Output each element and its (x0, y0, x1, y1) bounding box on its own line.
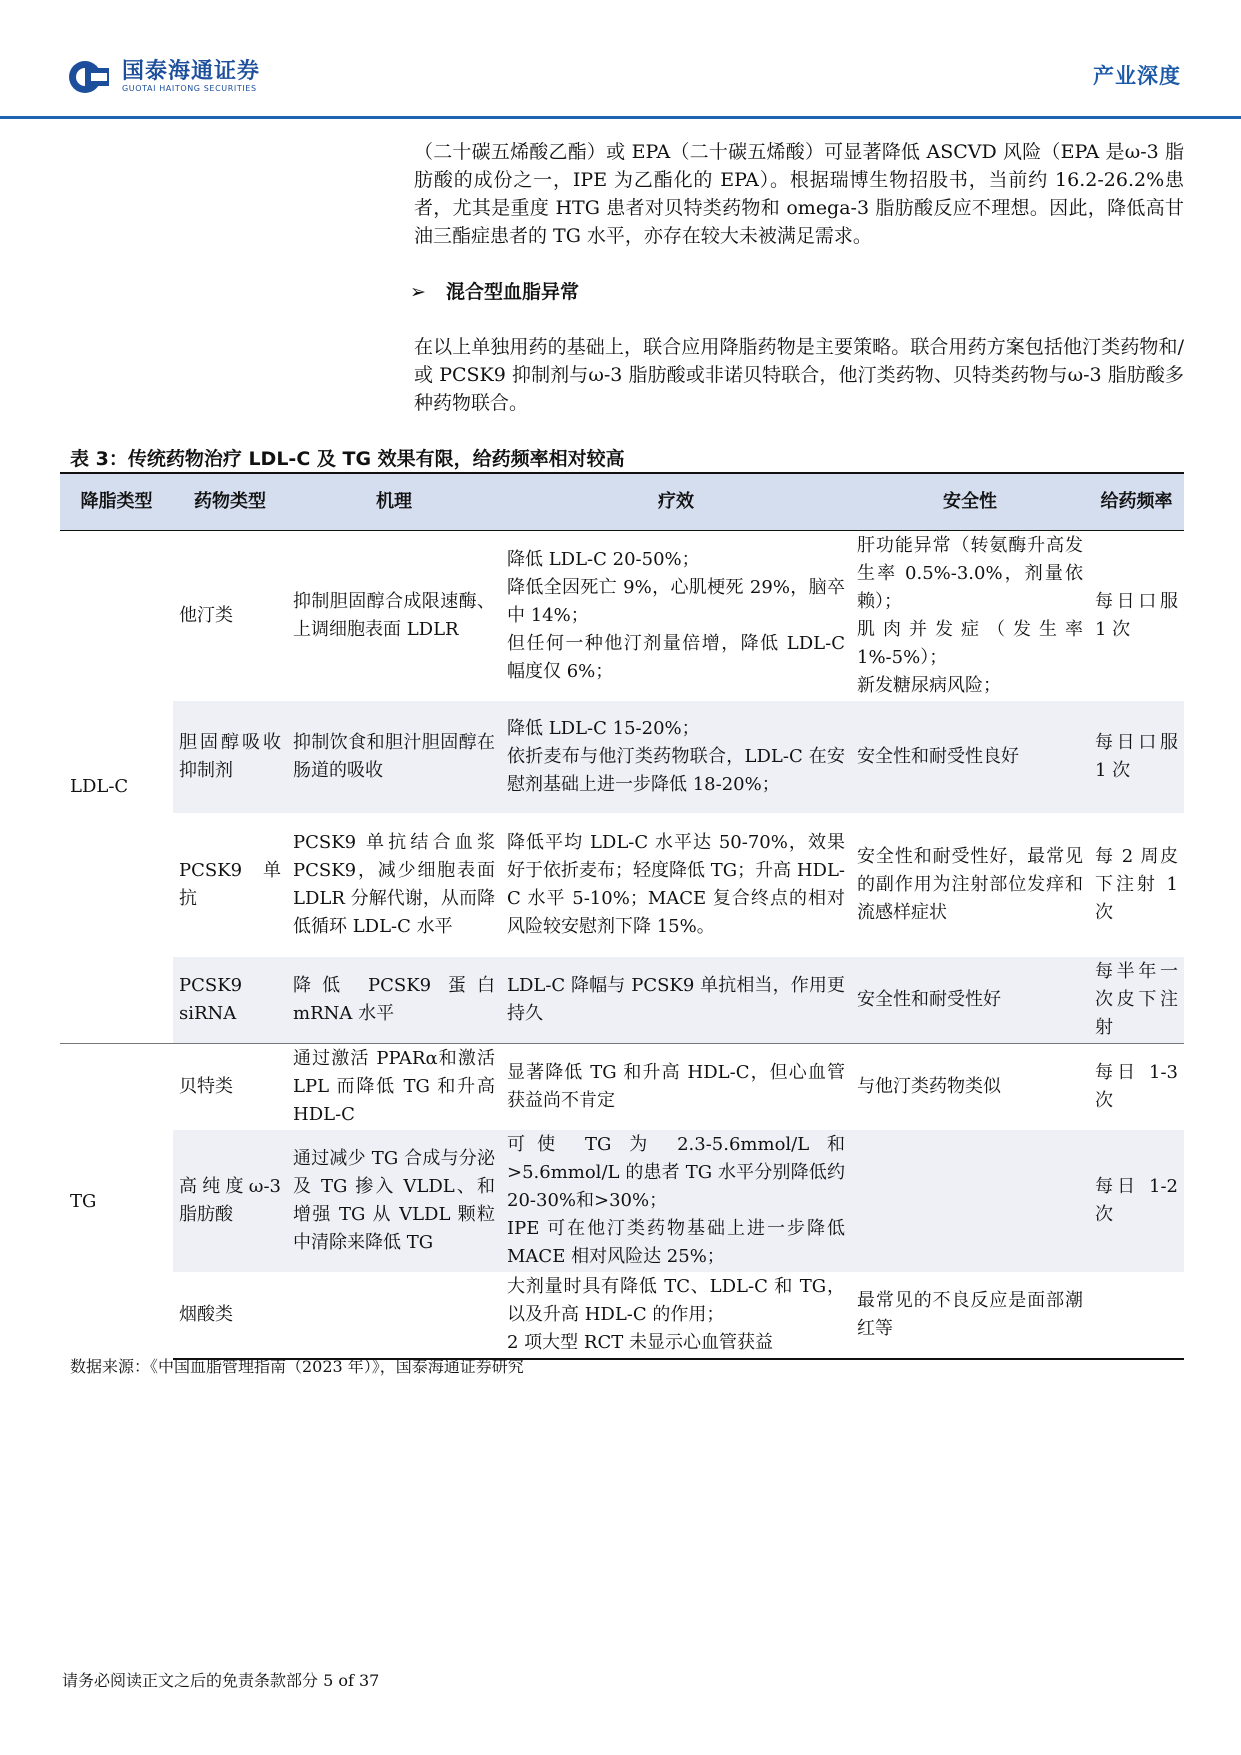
table-row (60, 531, 1184, 702)
efficacy-cell: 降低 LDL-C 15-20%； 依折麦布与他汀类药物联合，LDL-C 在安慰剂基础上进一步降低 18-20%； (501, 701, 851, 813)
drug-cell: 贝特类 (173, 1044, 287, 1131)
section-subheading (410, 277, 579, 304)
frequency-cell (1089, 1272, 1184, 1359)
table-row (60, 813, 1184, 957)
drug-cell: PCSK9 siRNA (173, 957, 287, 1044)
lipid-type-cell: LDL-C (60, 531, 173, 1044)
table-title: 表 3：传统药物治疗 LDL-C 及 TG 效果有限，给药频率相对较高 (70, 448, 625, 470)
header-efficacy: 疗效 (501, 473, 851, 531)
drug-cell: 烟酸类 (173, 1272, 287, 1359)
safety-cell (851, 1130, 1089, 1272)
table-row (60, 1044, 1184, 1131)
mechanism-cell: 抑制胆固醇合成限速酶、上调细胞表面 LDLR (287, 531, 501, 702)
header-lipid-type: 降脂类型 (60, 473, 173, 531)
efficacy-cell: 显著降低 TG 和升高 HDL-C，但心血管获益尚不肯定 (501, 1044, 851, 1131)
body-paragraph-1: （二十碳五烯酸乙酯）或 EPA（二十碳五烯酸）可显著降低 ASCVD 风险（EPA 是ω-3 脂肪酸的成份之一，IPE 为乙酯化的 EPA）。根据瑞博生物招股书，当前约 16.2-26.2%患者，尤其是重度 HTG 患者对贝特类药物和 omega-3 脂肪酸反应不理想。因此，降低高甘油三酯症患者的 TG 水平，亦存在较大未被满足需求。 (414, 141, 1184, 247)
mechanism-cell: PCSK9 单抗结合血浆 PCSK9，减少细胞表面 LDLR 分解代谢，从而降低循环 LDL-C 水平 (293, 832, 495, 937)
drug-cell: 高纯度ω-3 脂肪酸 (173, 1130, 287, 1272)
body-paragraph-2: 在以上单独用药的基础上，联合应用降脂药物是主要策略。联合用药方案包括他汀类药物和/或 PCSK9 抑制剂与ω-3 脂肪酸或非诺贝特联合，他汀类药物、贝特类药物与ω-3 脂肪酸多种药物联合。 (414, 336, 1184, 414)
safety-cell: 最常见的不良反应是面部潮红等 (851, 1272, 1089, 1359)
page-header (0, 0, 1241, 120)
report-type-tag: 产业深度 (1093, 64, 1181, 88)
table-row (60, 1130, 1184, 1272)
mechanism-cell: 通过激活 PPARα和激活 LPL 而降低 TG 和升高 HDL-C (287, 1044, 501, 1131)
lipid-type-cell: TG (60, 1044, 173, 1360)
logo-mark-icon (68, 60, 114, 94)
arrow-bullet-icon: ➢ (410, 281, 426, 303)
subheading-text: 混合型血脂异常 (446, 281, 580, 303)
safety-cell: 安全性和耐受性好，最常见的副作用为注射部位发痒和流感样症状 (857, 846, 1083, 923)
mechanism-cell: 抑制饮食和胆汁胆固醇在肠道的吸收 (287, 701, 501, 813)
header-frequency: 给药频率 (1089, 473, 1184, 531)
table-header-row (60, 473, 1184, 531)
mechanism-cell: 降低 PCSK9 蛋白 mRNA 水平 (287, 957, 501, 1044)
header-safety: 安全性 (851, 473, 1089, 531)
table-row (60, 1272, 1184, 1359)
efficacy-cell: 大剂量时具有降低 TC、LDL-C 和 TG，以及升高 HDL-C 的作用； 2 项大型 RCT 未显示心血管获益 (501, 1272, 851, 1359)
frequency-cell: 每半年一次皮下注射 (1089, 957, 1184, 1044)
frequency-cell: 每日 1-3 次 (1089, 1044, 1184, 1131)
efficacy-cell: 降低 LDL-C 20-50%； 降低全因死亡 9%，心肌梗死 29%，脑卒中 14%； 但任何一种他汀剂量倍增，降低 LDL-C 幅度仅 6%； (501, 531, 851, 702)
company-logo (68, 60, 260, 94)
logo-en: GUOTAI HAITONG SECURITIES (122, 84, 257, 93)
table-row (60, 957, 1184, 1044)
drug-cell: 胆固醇吸收抑制剂 (173, 701, 287, 813)
header-mechanism: 机理 (287, 473, 501, 531)
mechanism-cell: 通过减少 TG 合成与分泌及 TG 掺入 VLDL、和增强 TG 从 VLDL 颗粒中清除来降低 TG (287, 1130, 501, 1272)
frequency-cell: 每日 1-2 次 (1089, 1130, 1184, 1272)
frequency-cell: 每 2 周皮下注射 1 次 (1095, 846, 1178, 923)
page-footer: 请务必阅读正文之后的免责条款部分 5 of 37 (62, 1671, 380, 1690)
header-drug-type: 药物类型 (173, 473, 287, 531)
drug-cell: PCSK9 单抗 (179, 860, 281, 909)
table-row (60, 701, 1184, 813)
logo-cn: 国泰海通证券 (122, 59, 261, 84)
efficacy-cell: 可使 TG 为 2.3-5.6mmol/L 和>5.6mmol/L 的患者 TG 水平分别降低约 20-30%和>30%； IPE 可在他汀类药物基础上进一步降低 MACE 相对风险达 25%； (501, 1130, 851, 1272)
table-source-note: 数据来源：《中国血脂管理指南（2023 年）》，国泰海通证券研究 (70, 1357, 524, 1376)
safety-cell: 与他汀类药物类似 (851, 1044, 1089, 1131)
mechanism-cell (287, 1272, 501, 1359)
efficacy-cell: LDL-C 降幅与 PCSK9 单抗相当，作用更持久 (501, 957, 851, 1044)
safety-cell: 肝功能异常（转氨酶升高发生率 0.5%-3.0%，剂量依赖）； 肌肉并发症（发生率 1%-5%）； 新发糖尿病风险； (851, 531, 1089, 702)
safety-cell: 安全性和耐受性良好 (851, 701, 1089, 813)
drug-cell: 他汀类 (173, 531, 287, 702)
header-divider (0, 116, 1241, 119)
safety-cell: 安全性和耐受性好 (851, 957, 1089, 1044)
efficacy-cell: 降低平均 LDL-C 水平达 50-70%，效果好于依折麦布；轻度降低 TG；升高 HDL-C 水平 5-10%；MACE 复合终点的相对风险较安慰剂下降 15%。 (507, 832, 845, 937)
frequency-cell: 每日口服 1 次 (1089, 701, 1184, 813)
frequency-cell: 每日口服 1 次 (1089, 531, 1184, 702)
drug-comparison-table (60, 472, 1184, 1360)
